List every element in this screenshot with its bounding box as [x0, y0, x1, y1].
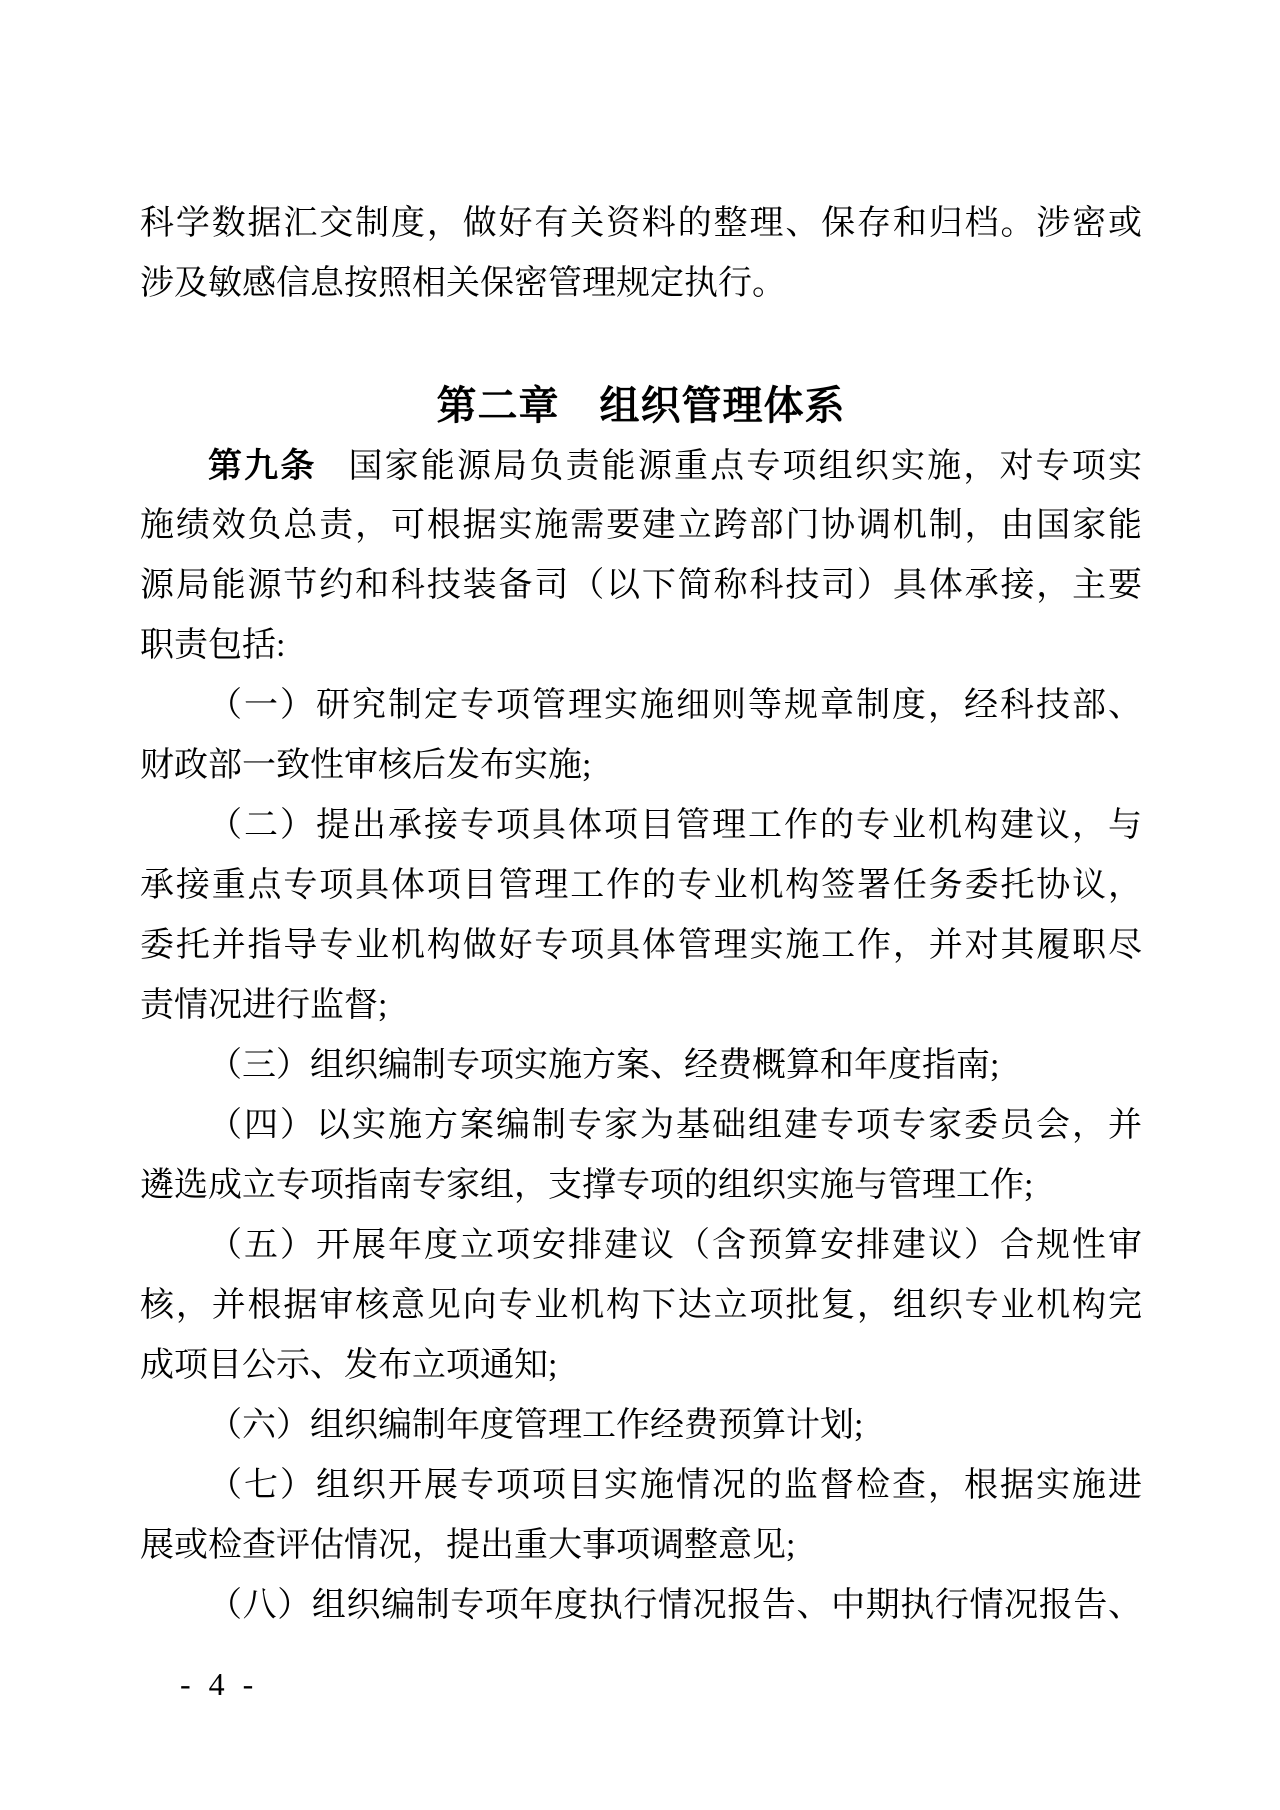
body-line: 财政部一致性审核后发布实施; [140, 747, 592, 784]
body-line: 职责包括: [140, 627, 286, 664]
chapter-number: 第二章 [436, 384, 560, 428]
chapter-title: 组织管理体系 [599, 384, 846, 428]
body-line: 遴选成立专项指南专家组，支撑专项的组织实施与管理工作; [140, 1167, 1034, 1204]
list-item-line: （七）组织开展专项项目实施情况的监督检查，根据实施进 [208, 1467, 1142, 1504]
body-line: 施绩效负总责，可根据实施需要建立跨部门协调机制，由国家能 [140, 507, 1142, 544]
page-number: - 4 - [180, 1666, 259, 1702]
list-item-line: （四）以实施方案编制专家为基础组建专项专家委员会，并 [208, 1107, 1142, 1144]
chapter-heading [140, 376, 1142, 436]
body-line: 成项目公示、发布立项通知; [140, 1347, 558, 1384]
body-line: 委托并指导专业机构做好专项具体管理实施工作，并对其履职尽 [140, 927, 1142, 964]
article-text: 国家能源局负责能源重点专项组织实施，对专项实 [348, 448, 1142, 485]
list-item-line: （六）组织编制年度管理工作经费预算计划; [208, 1407, 864, 1444]
body-line: 责情况进行监督; [140, 987, 388, 1024]
list-item-line: （八）组织编制专项年度执行情况报告、中期执行情况报告、 [208, 1587, 1142, 1624]
article-line [140, 436, 1142, 496]
list-item-line: （一）研究制定专项管理实施细则等规章制度，经科技部、 [208, 687, 1142, 724]
list-item-line: （三）组织编制专项实施方案、经费概算和年度指南; [208, 1047, 1000, 1084]
document-body [140, 194, 1142, 1636]
list-item-line: （二）提出承接专项具体项目管理工作的专业机构建议，与 [208, 807, 1142, 844]
body-line: 承接重点专项具体项目管理工作的专业机构签署任务委托协议， [140, 867, 1142, 904]
article-number: 第九条 [208, 447, 317, 485]
body-line: 科学数据汇交制度，做好有关资料的整理、保存和归档。涉密或 [140, 205, 1142, 242]
body-line: 涉及敏感信息按照相关保密管理规定执行。 [140, 265, 786, 302]
body-line: 展或检查评估情况，提出重大事项调整意见; [140, 1527, 796, 1564]
body-line: 核，并根据审核意见向专业机构下达立项批复，组织专业机构完 [140, 1287, 1142, 1324]
list-item-line: （五）开展年度立项安排建议（含预算安排建议）合规性审 [208, 1227, 1142, 1264]
body-line: 源局能源节约和科技装备司（以下简称科技司）具体承接，主要 [140, 567, 1142, 604]
